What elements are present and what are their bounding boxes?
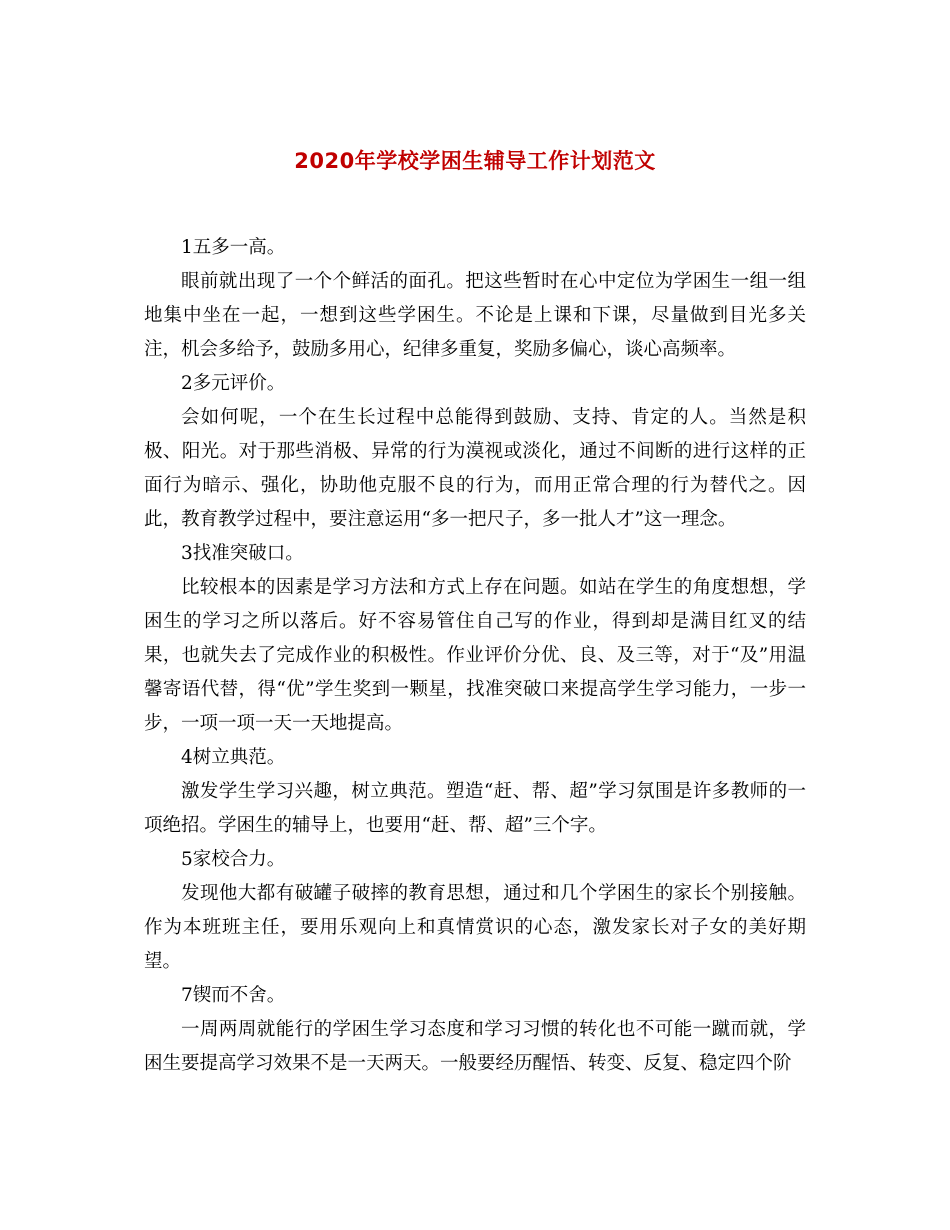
document-title: 2020年学校学困生辅导工作计划范文 [294,149,656,173]
paragraph: 2多元评价。 [181,373,286,394]
paragraph: 比较根本的因素是学习方法和方式上存在问题。如站在学生的角度想想，学困生的学习之所以落后。好不容易管住自己写的作业，得到却是满目红叉的结果，也就失去了完成作业的积极性。作业评价分优、良、及三等，对于“及”用温馨寄语代替，得“优”学生奖到一颗星，找准突破口来提高学生学习能力，一步一步，一项一项一天一天地提高。 [144,577,806,734]
paragraph: 激发学生学习兴趣，树立典范。塑造“赶、帮、超”学习氛围是许多教师的一项绝招。学困生的辅导上，也要用“赶、帮、超”三个字。 [144,781,806,836]
paragraph: 3找准突破口。 [181,543,304,564]
paragraph: 4树立典范。 [181,747,286,768]
paragraph: 发现他大都有破罐子破摔的教育思想，通过和几个学困生的家长个别接触。作为本班班主任，要用乐观向上和真情赏识的心态，激发家长对子女的美好期望。 [144,883,806,972]
paragraph: 眼前就出现了一个个鲜活的面孔。把这些暂时在心中定位为学困生一组一组地集中坐在一起，一想到这些学困生。不论是上课和下课，尽量做到目光多关注，机会多给予，鼓励多用心，纪律多重复，奖励多偏心，谈心高频率。 [144,271,806,360]
document-body [144,231,806,1081]
paragraph: 5家校合力。 [181,849,286,870]
paragraph: 一周两周就能行的学困生学习态度和学习习惯的转化也不可能一蹴而就，学困生要提高学习效果不是一天两天。一般要经历醒悟、转变、反复、稳定四个阶 [144,1019,806,1074]
paragraph: 会如何呢，一个在生长过程中总能得到鼓励、支持、肯定的人。当然是积极、阳光。对于那些消极、异常的行为漠视或淡化，通过不间断的进行这样的正面行为暗示、强化，协助他克服不良的行为，而用正常合理的行为替代之。因此，教育教学过程中，要注意运用“多一把尺子，多一批人才”这一理念。 [144,407,806,530]
paragraph: 7锲而不舍。 [181,985,286,1006]
paragraph: 1五多一高。 [181,237,286,258]
